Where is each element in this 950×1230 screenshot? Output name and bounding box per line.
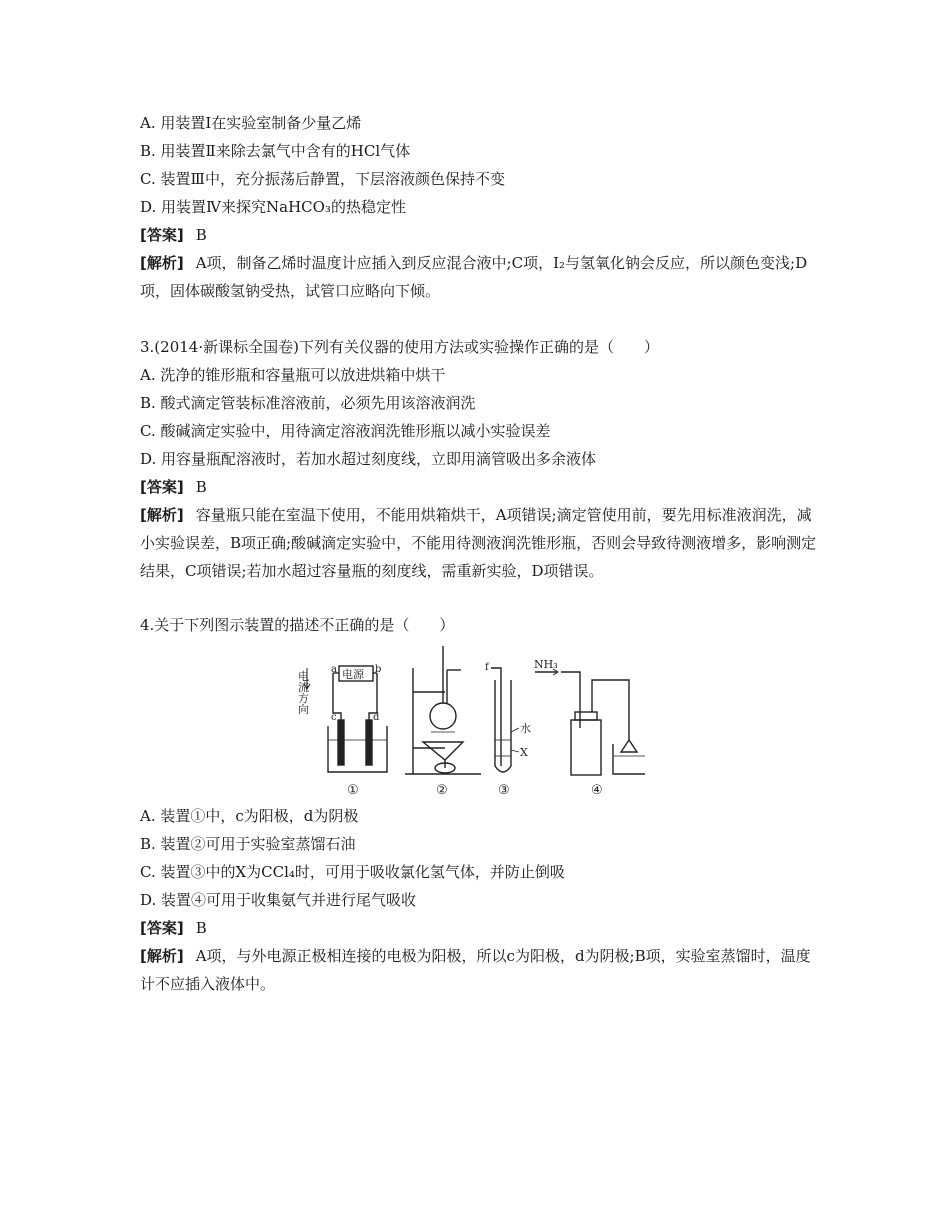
q3-option-b: B. 酸式滴定管装标准溶液前，必须先用该溶液润洗 — [140, 394, 476, 412]
funnel — [423, 742, 463, 760]
analysis-label: [解析] — [140, 506, 184, 524]
electrode-c-label: c — [331, 712, 337, 723]
label-4: ④ — [591, 783, 603, 798]
current-char: 流 — [298, 681, 309, 694]
q4-option-c: C. 装置③中的X为CCl₄时，可用于吸收氯化氢气体，并防止倒吸 — [140, 863, 565, 881]
current-char: 方 — [298, 692, 309, 705]
current-direction-label — [298, 669, 313, 716]
q4-stem: 4.关于下列图示装置的描述不正确的是（ ） — [140, 616, 455, 634]
analysis-text: 容量瓶只能在室温下使用，不能用烘箱烘干，A项错误;滴定管使用前，要先用标准液润洗，减小实验误差，B项正确;酸碱滴定实验中，不能用待测液润洗锥形瓶，否则会导致待测液增多，影响测定结果，C项错误;若加水超过容量瓶的刻度线，需重新实验，D项错误。 — [140, 506, 817, 580]
q3-option-d: D. 用容量瓶配溶液时，若加水超过刻度线，立即用滴管吸出多余液体 — [140, 450, 597, 468]
q2-option-a: A. 用装置Ⅰ在实验室制备少量乙烯 — [140, 114, 362, 132]
answer-label: [答案] — [140, 226, 184, 244]
electrode-b-label: b — [375, 664, 382, 675]
q3-answer — [140, 477, 207, 497]
q3-option-c: C. 酸碱滴定实验中，用待滴定溶液润洗锥形瓶以减小实验误差 — [140, 422, 551, 440]
q2-analysis — [140, 249, 820, 305]
answer-value: B — [195, 478, 207, 496]
analysis-label: [解析] — [140, 947, 184, 965]
apparatus-figure — [295, 640, 645, 800]
current-char: 电 — [298, 670, 309, 683]
label-1: ① — [347, 783, 359, 798]
q4-option-a: A. 装置①中，c为阳极，d为阴极 — [140, 807, 359, 825]
answer-label: [答案] — [140, 478, 184, 496]
q3-option-a: A. 洗净的锥形瓶和容量瓶可以放进烘箱中烘干 — [140, 366, 446, 384]
q4-option-d: D. 装置④可用于收集氨气并进行尾气吸收 — [140, 891, 417, 909]
electrode-d — [366, 720, 372, 765]
label-2: ② — [436, 783, 448, 798]
electrode-d-label: d — [373, 712, 380, 723]
label-3: ③ — [498, 783, 510, 798]
round-flask — [430, 703, 456, 729]
q3-stem: 3.(2014·新课标全国卷)下列有关仪器的使用方法或实验操作正确的是（ ） — [140, 338, 659, 356]
q4-analysis — [140, 942, 820, 998]
q3-analysis — [140, 501, 820, 585]
q2-option-c: C. 装置Ⅲ中，充分振荡后静置，下层溶液颜色保持不变 — [140, 170, 505, 188]
power-label: 电源 — [342, 668, 364, 681]
analysis-label: [解析] — [140, 254, 184, 272]
inverted-funnel — [621, 740, 637, 752]
q4-option-b: B. 装置②可用于实验室蒸馏石油 — [140, 835, 356, 853]
electrode-c — [338, 720, 344, 765]
analysis-text: A项，制备乙烯时温度计应插入到反应混合液中;C项，I₂与氢氧化钠会反应，所以颜色变浅;D项，固体碳酸氢钠受热，试管口应略向下倾。 — [140, 254, 808, 300]
tube-f-label: f — [485, 662, 489, 673]
electrode-a-label: a — [331, 664, 337, 675]
current-char: 向 — [298, 703, 309, 716]
x-label: X — [520, 746, 528, 759]
q2-option-b: B. 用装置Ⅱ来除去氯气中含有的HCl气体 — [140, 142, 411, 160]
answer-label: [答案] — [140, 919, 184, 937]
analysis-text: A项，与外电源正极相连接的电极为阳极，所以c为阳极，d为阴极;B项，实验室蒸馏时，温度计不应插入液体中。 — [140, 947, 811, 993]
answer-value: B — [195, 919, 207, 937]
apparatus-2-distillation — [405, 646, 481, 774]
gas-bottle — [571, 720, 601, 775]
q2-answer — [140, 225, 207, 245]
apparatus-3-test-tube — [491, 668, 519, 772]
answer-value: B — [195, 226, 207, 244]
q4-answer — [140, 918, 207, 938]
q2-option-d: D. 用装置Ⅳ来探究NaHCO₃的热稳定性 — [140, 198, 406, 216]
apparatus-4-gas-collection — [535, 669, 645, 775]
nh3-label: NH₃ — [534, 658, 558, 671]
water-label: 水 — [520, 722, 531, 735]
